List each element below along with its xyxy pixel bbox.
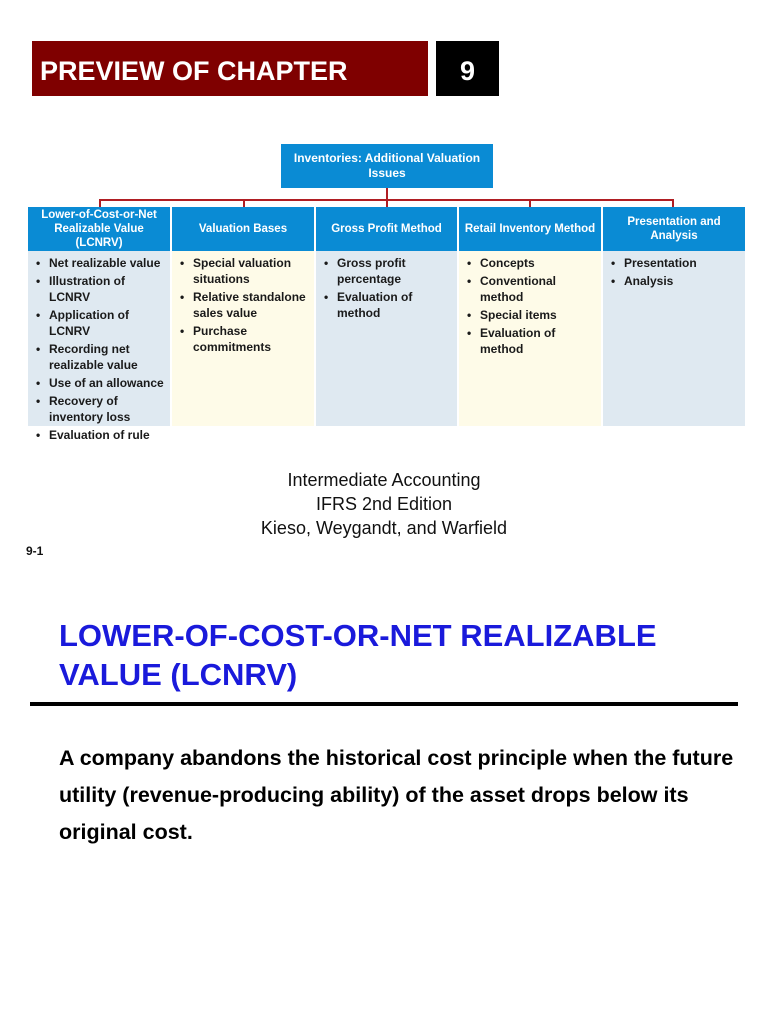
column-heading-valuation-bases: Valuation Bases	[172, 207, 314, 251]
list-item: • Concepts	[467, 256, 535, 270]
chapter-title: PREVIEW OF CHAPTER	[40, 56, 348, 86]
column-heading-retail-inventory: Retail Inventory Method	[459, 207, 601, 251]
org-chart-root: Inventories: Additional Valuation Issues	[281, 144, 493, 188]
connector-col-4	[529, 199, 531, 207]
credits-authors: Kieso, Weygandt, and Warfield	[260, 518, 508, 538]
list-item: • Evaluation of method	[324, 290, 413, 320]
slide-number: 9-1	[26, 544, 44, 558]
list-item: • Conventional method	[467, 274, 557, 304]
section-title: LOWER-OF-COST-OR-NET REALIZABLE VALUE (LCNRV)	[59, 618, 657, 692]
column-list-lcnrv	[28, 251, 170, 442]
connector-col-2	[243, 199, 245, 207]
title-divider	[30, 702, 738, 706]
chapter-number-box	[436, 41, 499, 96]
column-list-gross-profit	[316, 251, 457, 426]
list-item: • Purchase commitments	[180, 324, 272, 354]
list-item: • Relative standalone sales value	[180, 290, 306, 320]
list-item: • Recovery of inventory loss	[36, 394, 131, 424]
chapter-banner	[32, 41, 428, 96]
list-item: • Gross profit percentage	[324, 256, 406, 286]
column-heading-presentation: Presentation and Analysis	[603, 207, 745, 251]
list-item: • Special valuation situations	[180, 256, 292, 286]
column-list-presentation	[603, 251, 745, 426]
list-item: • Net realizable value	[36, 256, 161, 270]
connector-col-3	[386, 199, 388, 207]
connector-col-1	[99, 199, 101, 207]
column-heading-gross-profit: Gross Profit Method	[316, 207, 457, 251]
credits-edition: IFRS 2nd Edition	[315, 494, 453, 514]
connector-col-5	[672, 199, 674, 207]
list-item: • Evaluation of rule	[36, 428, 150, 442]
list-item: • Application of LCNRV	[36, 308, 129, 338]
list-item: • Special items	[467, 308, 557, 322]
credits-book-title: Intermediate Accounting	[287, 470, 481, 490]
chapter-number: 9	[459, 56, 476, 86]
column-heading-lcnrv: Lower-of-Cost-or-Net Realizable Value (LCNRV)	[28, 207, 170, 251]
list-item: • Use of an allowance	[36, 376, 164, 390]
column-list-valuation-bases	[172, 251, 314, 426]
column-list-retail-inventory	[459, 251, 601, 426]
list-item: • Illustration of LCNRV	[36, 274, 125, 304]
section-body-text: A company abandons the historical cost principle when the future utility (revenue-producing ability) of the asset drops below its original cost.	[59, 746, 734, 844]
list-item: • Presentation	[611, 256, 697, 270]
list-item: • Recording net realizable value	[36, 342, 138, 372]
list-item: • Analysis	[611, 274, 674, 288]
list-item: • Evaluation of method	[467, 326, 556, 356]
